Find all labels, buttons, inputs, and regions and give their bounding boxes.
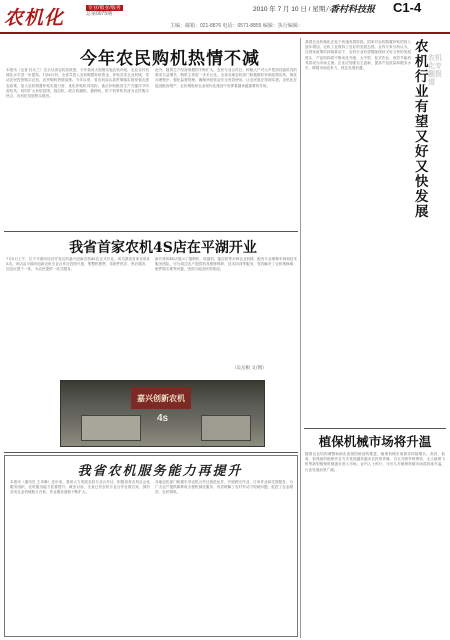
storefront-photo [60,380,265,447]
article1-col2: 此外，随着生产经营规模的不断扩大，农民专业合作社、种粮大户对大中型高性能机具的需求日益增长，购机主体进一步多元化。全省各地农机部门积极做好补贴政策宣传，简化办理程序，强化监督管理，确保补贴资金安全有效使用，让农民真正得到实惠。农机化在促进粮食增产、农民增收和农业现代化建设中发挥着越来越重要的作用。 [155,68,297,88]
contact-line: 主编：邮箱：021-8876 电话：0571-8855 编辑：执行编辑： [170,23,303,29]
article2-col1: 7月5日上午，位于平湖市经济开发区的嘉兴创新农机4S店正式开业，成为我省首家农机4S店。该店由平湖市创新农机专业合作社投资兴建，集整机销售、零配件供应、售后服务、信息反馈于一体，为农民提供一站式服务。 [6,257,149,272]
photo-shutter-left [81,415,141,441]
masthead-issue-line: 总第0075期 [86,11,113,17]
photo-shutter-right [201,415,251,441]
page-number: C1-4 [393,0,422,15]
side-tag: 农机化专题报道 [428,53,442,86]
newspaper-logo: 农机化 [4,7,65,29]
masthead-tagline [86,5,156,25]
right-headline-1: 农机行业有望又好又快发展 [415,39,429,220]
right-article1-text: 我国农业机械化正处于快速发展阶段，国家对农机购置补贴的投入逐年增加，农机工业保持了良好的发展态势。业内专家分析认为，在国家政策的持续推动下，农机行业有望继续保持又好又快的发展势头，产品结构将不断优化升级，大中型、复式作业、高效节能机具将成为市场主流。企业应加强自主创新，提高产品质量和服务水平，增强市场竞争力，抓住发展机遇。 [305,40,411,71]
article2-col2: 新开张的4S店展示了插秧机、收割机、拖拉机等多种农业机械，配有专业维修车间和技术服务团队，可为周边农户提供机具维修保养、技术培训等服务，有效解决了农机维修难、配件购买难等问题，受到当地农民的欢迎。 [155,257,297,272]
right-divider [304,428,446,429]
headline-1: 今年农民购机热情不减 [80,49,260,69]
headline-3: 我省农机服务能力再提升 [77,464,243,479]
article2-byline: （吴岳根 文/图） [232,366,267,371]
photo-store-sign: 嘉兴创新农机 [131,387,191,409]
right-article2-text: 随着农业结构调整和病虫害统防统治的推进，植保机械市场需求持续增长。高效、低毒、低残留的植保作业方式受到越来越多农民的青睐，自走式喷杆喷雾机、无人植保飞机等新型植保机械逐步进入市场。业内人士预计，今后几年植保机械市场将持续升温，行业发展前景广阔。 [305,452,445,472]
issue-date: 2010 年 7 月 10 日 / 星期六 [253,6,332,13]
paper-name: 香村科技报 [330,5,376,15]
photo-4s-logo: 4s [157,413,169,424]
right-headline-2: 植保机械市场将升温 [318,434,432,449]
article3-col2: 各地农机部门积极引导农机合作社规范运作，开展跨区作业、订单作业和托管服务，为广大农户提供耕种收全程机械化服务，有效缓解了农村劳动力短缺问题，促进了农业增效、农民增收。 [155,480,293,495]
divider-2 [4,452,298,453]
divider-1 [4,231,298,232]
column-rule [300,38,301,638]
masthead-tag-box: 专业/敬业/服务 [88,5,121,11]
headline-2: 我省首家农机4S店在平湖开业 [69,240,257,256]
article3-col1: 本报讯（通讯员 王卓琳）近年来，我省大力发展农机专业合作社，积极培育农机社会化服务组织，农机服务能力显著提升。截至目前，全省已有农机专业合作社数百家，拥有各类农业机械数万台套，作业服务面积不断扩大。 [10,480,150,495]
article1-col1: 本报讯（记者 杜永兰）近日从省农机局获悉，今年我省大规模实施农机补贴，农业农村机械化水平进一步提高。1至6月份，全省共投入农机购置补贴资金，补贴各类农业机械，带动农民投资购买农机，农民购机热情高涨。今年以来，省农机局认真贯彻落实国家强农惠农政策，加大农机购置补贴实施力度，优化补贴机具结构，重点补贴粮食生产关键环节所需机具，同时扩大补贴范围，拖拉机、联合收割机、插秧机、烘干机等机具成为农民购买热点，农机化发展势头强劲。 [6,68,149,99]
